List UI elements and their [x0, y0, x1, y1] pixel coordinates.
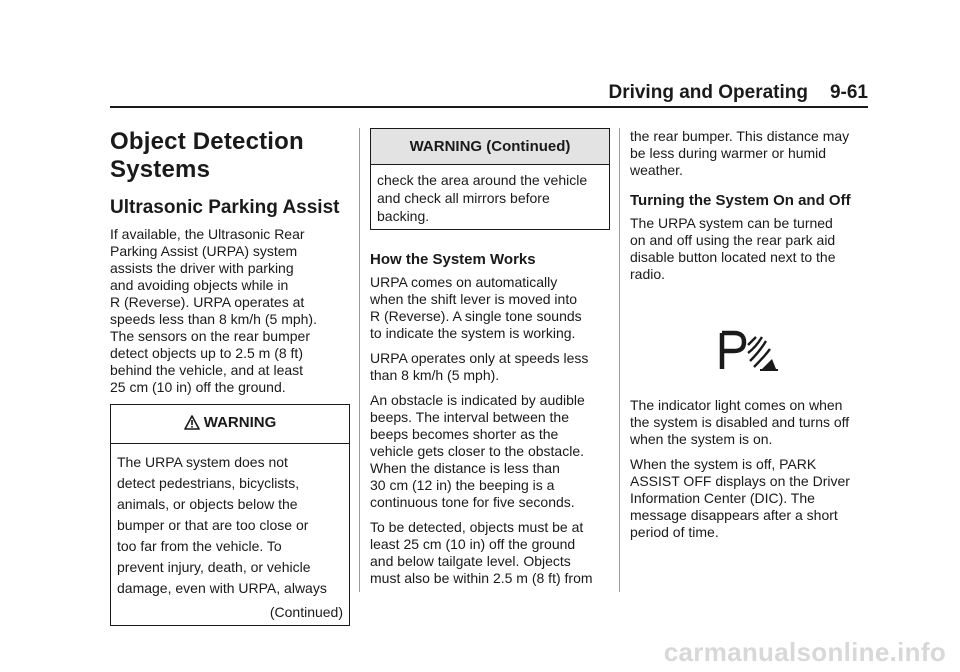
- page-number: 9-61: [829, 82, 868, 103]
- column-1: [110, 128, 350, 626]
- how-paragraph-2: URPA operates only at speeds less than 8 km/h (5 mph).: [370, 350, 589, 383]
- warning-continued-box: [370, 128, 610, 230]
- onoff-heading: Turning the System On and Off: [630, 192, 851, 209]
- watermark: carmanualsonline.info: [663, 637, 946, 667]
- column-divider: [359, 128, 360, 592]
- section-heading-urpa: Ultrasonic Parking Assist: [110, 197, 340, 218]
- park-assist-icon: [630, 329, 870, 377]
- warning-box: [110, 404, 350, 626]
- column-2: [370, 128, 610, 595]
- how-paragraph-3: An obstacle is indicated by audible beeps. The interval between the beeps becomes shorter as the vehicle gets closer to the obstacle. When the distance is less than 30 cm (12 in) the beeping is a continuous tone for five seconds.: [370, 392, 585, 510]
- warning-continued-header: WARNING (Continued): [371, 129, 609, 165]
- warning-continued-text: check the area around the vehicle and check all mirrors before backing.: [377, 172, 588, 224]
- column-3: [630, 128, 870, 549]
- section-title: Driving and Operating: [608, 82, 808, 103]
- how-paragraph-1: URPA comes on automatically when the shift lever is moved into R (Reverse). A single tone sounds to indicate the system is working.: [370, 274, 582, 341]
- continued-paragraph: the rear bumper. This distance may be less during warmer or humid weather.: [630, 128, 850, 178]
- indicator-paragraph: The indicator light comes on when the system is disabled and turns off when the system is on.: [630, 397, 850, 447]
- continued-label: (Continued): [269, 604, 343, 620]
- warning-triangle-icon: [184, 415, 200, 434]
- chapter-title: Object Detection Systems: [110, 128, 304, 183]
- how-paragraph-4: To be detected, objects must be at least 25 cm (10 in) off the ground and below tailgate level. Objects must also be within 2.5 m (8 ft) from: [370, 519, 593, 586]
- off-paragraph: When the system is off, PARK ASSIST OFF displays on the Driver Information Center (DIC). The message disappears after a short period of time.: [630, 456, 850, 540]
- warning-label: WARNING: [203, 414, 277, 431]
- page-header: [110, 80, 868, 108]
- warning-text: The URPA system does not detect pedestrians, bicyclists, animals, or objects below the bumper or that are too close or too far from the vehicle. To prevent injury, death, or vehicle damage, even with URPA, always: [117, 454, 327, 596]
- warning-header: [111, 405, 349, 444]
- how-heading: How the System Works: [370, 251, 536, 268]
- onoff-paragraph: The URPA system can be turned on and off using the rear park aid disable button located next to the radio.: [630, 215, 836, 282]
- column-divider: [619, 128, 620, 592]
- intro-paragraph: If available, the Ultrasonic Rear Parking Assist (URPA) system assists the driver with parking and avoiding objects while in R (Reverse). URPA operates at speeds less than 8 km/h (5 mph). The sensors on the rear bumper detect objects up to 2.5 m (8 ft) behind the vehicle, and at least 25 cm (10 in) off the ground.: [110, 226, 317, 395]
